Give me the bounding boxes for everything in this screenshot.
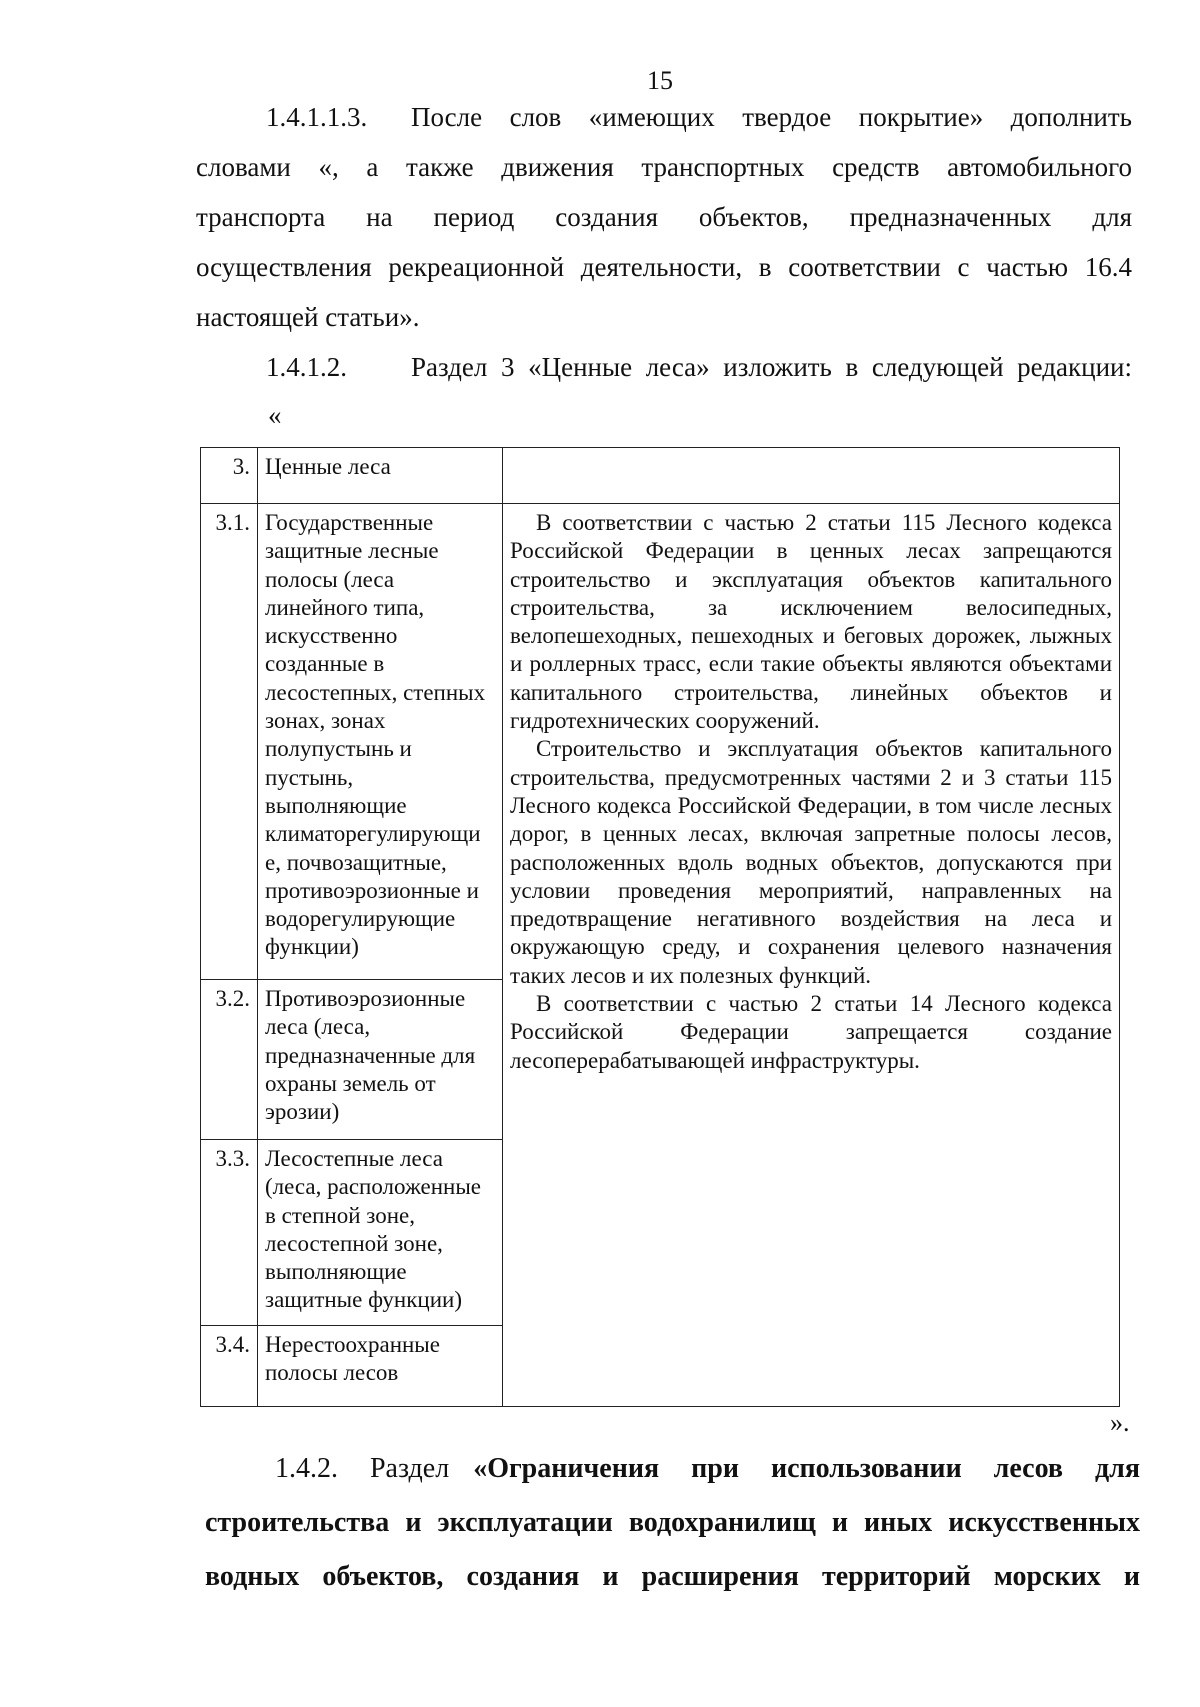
opening-quote: « — [268, 400, 282, 430]
closing-quote: ». — [1110, 1408, 1130, 1437]
paragraph-1-number: 1.4.1.1.3. — [266, 102, 368, 132]
header-number-cell: 3. — [201, 448, 258, 504]
paragraph-2-number: 1.4.1.2. — [266, 352, 347, 382]
page-number: 15 — [647, 66, 673, 95]
section-line-3: водных объектов, создания и расширения территорий морских и — [205, 1561, 1140, 1592]
section-line-2: строительства и эксплуатации водохранилищ и иных искусственных — [205, 1507, 1140, 1538]
paragraph-1-line-1: 1.4.1.1.3. После слов «имеющих твердое покрытие» дополнить — [196, 92, 1132, 142]
section-number: 1.4.2. Раздел — [275, 1453, 450, 1484]
description-paragraph: Строительство и эксплуатация объектов капитального строительства, предусмотренных частями 2 и 3 статьи 115 Лесного кодекса Российской Федерации, в том числе лесных дорог, в ценных лесах, включая запретные полосы лесов, расположенных вдоль водных объектов, допускаются при условии проведения мероприятий, направленных на предотвращение негативного воздействия на леса и окружающую среду, и сохранения целевого назначения таких лесов и их полезных функций. — [510, 736, 1112, 988]
restrictions-description-cell — [503, 504, 1120, 1407]
header-empty-cell — [503, 448, 1120, 504]
section-line-1: 1.4.2. Раздел «Ограничения при использовании лесов для — [275, 1453, 1141, 1484]
valuable-forests-table — [200, 447, 1120, 1407]
row-number-cell: 3.2. — [201, 980, 258, 1140]
row-number-cell: 3.1. — [201, 504, 258, 980]
row-number-cell: 3.3. — [201, 1140, 258, 1326]
paragraph-1-line-5: настоящей статьи». — [196, 302, 420, 332]
row-name-cell: Противоэрозионные леса (леса, предназначенные для охраны земель от эрозии) — [258, 980, 503, 1140]
description-paragraph: В соответствии с частью 2 статьи 115 Лесного кодекса Российской Федерации в ценных лесах запрещаются строительство и эксплуатация объектов капитального строительства, за исключением велосипедных, велопешеходных, пешеходных и беговых дорожек, лыжных и роллерных трасс, если такие объекты являются объектами капитального строительства, линейных объектов и гидротехнических сооружений. — [510, 510, 1112, 734]
paragraph-1-line-2: словами «, а также движения транспортных средств автомобильного — [196, 152, 1132, 182]
header-name-cell: Ценные леса — [258, 448, 503, 504]
row-name-cell: Лесостепные леса (леса, расположенные в степной зоне, лесостепной зоне, выполняющие защитные функции) — [258, 1140, 503, 1326]
row-number-cell: 3.4. — [201, 1326, 258, 1407]
row-name-cell: Нерестоохранные полосы лесов — [258, 1326, 503, 1407]
table-header-row — [201, 448, 1120, 504]
table-row — [201, 504, 1120, 980]
paragraph-1-line-3: транспорта на период создания объектов, предназначенных для — [196, 202, 1132, 232]
row-name-cell: Государственные защитные лесные полосы (леса линейного типа, искусственно созданные в лесостепных, степных зонах, зонах полупустынь и пустынь, выполняющие климаторегулирующи е, почвозащитные, противоэрозионные и водорегулирующие функции) — [258, 504, 503, 980]
section-1-4-2 — [205, 1442, 1140, 1604]
paragraph-1-line-4: осуществления рекреационной деятельности, в соответствии с частью 16.4 — [196, 252, 1132, 282]
description-paragraph: В соответствии с частью 2 статьи 14 Лесного кодекса Российской Федерации запрещается создание лесоперерабатывающей инфраструктуры. — [510, 991, 1112, 1073]
paragraph-2: 1.4.1.2. Раздел 3 «Ценные леса» изложить в следующей редакции: — [196, 342, 1132, 392]
